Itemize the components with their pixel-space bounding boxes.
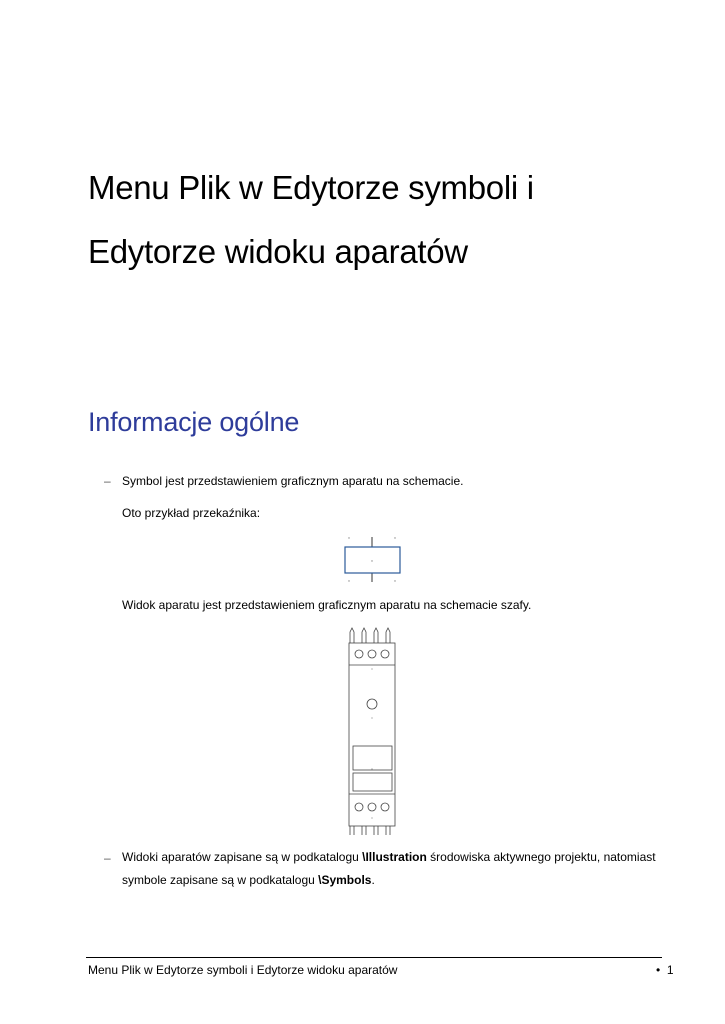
device-view-image	[344, 625, 400, 839]
footer-divider	[86, 957, 662, 958]
symbols-dir: \Symbols	[318, 873, 372, 887]
paragraph-directories-text-2: środowiska aktywnego projektu, natomiast	[426, 850, 656, 864]
device-body	[349, 643, 395, 826]
paragraph-directories-text-1: Widoki aparatów zapisane są w podkatalogu	[122, 850, 363, 864]
bullet-dash-2: –	[104, 851, 111, 865]
footer-title: Menu Plik w Edytorze symboli i Edytorze widoku aparatów	[88, 963, 398, 977]
footer-bullet: •	[656, 963, 661, 977]
illustration-dir: \Illustration	[362, 850, 427, 864]
paragraph-example: Oto przykład przekaźnika:	[122, 506, 261, 520]
title-line-2: Edytorze widoku aparatów	[88, 233, 468, 270]
bottom-terminals	[350, 826, 390, 835]
top-terminals	[350, 628, 390, 643]
relay-coil-box	[345, 547, 400, 573]
section-heading: Informacje ogólne	[88, 407, 300, 437]
center-dial	[367, 699, 377, 709]
display-window	[353, 746, 392, 770]
footer-page-number	[656, 963, 674, 977]
top-screws	[355, 650, 389, 658]
bullet-dash: –	[104, 474, 111, 488]
paragraph-symbol: Symbol jest przedstawieniem graficznym aparatu na schemacie.	[122, 474, 464, 488]
title-line-1: Menu Plik w Edytorze symboli i	[88, 169, 534, 206]
bottom-screws	[355, 803, 389, 811]
page-number: 1	[666, 963, 674, 977]
paragraph-view: Widok aparatu jest przedstawieniem graficznym aparatu na schemacie szafy.	[122, 598, 532, 612]
paragraph-directories-text-3: symbole zapisane są w podkatalogu	[122, 873, 319, 887]
document-title	[88, 156, 688, 284]
paragraph-directories	[122, 846, 682, 892]
label-window	[353, 773, 392, 791]
paragraph-directories-text-4: .	[371, 873, 375, 887]
relay-symbol-image	[340, 534, 404, 584]
